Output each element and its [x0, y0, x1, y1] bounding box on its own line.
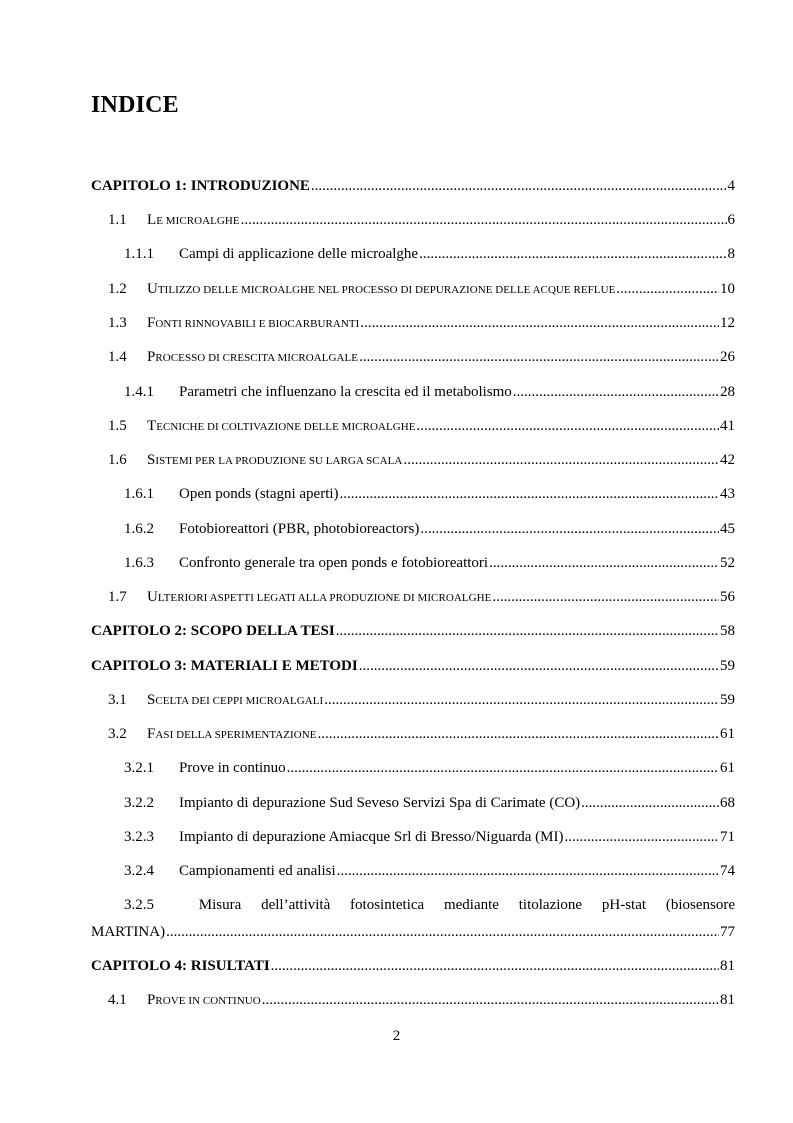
toc-leader-dots [420, 518, 719, 540]
toc-entry-number: 1.7 [108, 589, 127, 605]
toc-entry[interactable] [0, 552, 793, 574]
toc-entry[interactable] [0, 518, 793, 540]
toc-entry[interactable] [0, 586, 793, 608]
toc-entry-text: FONTI RINNOVABILI E BIOCARBURANTI [147, 315, 360, 331]
toc-entry-page: 61 [720, 760, 735, 776]
toc-entry-line [108, 415, 735, 437]
toc-entry-page: 81 [720, 958, 735, 974]
toc-leader-dots [492, 586, 719, 608]
toc-entry-word: Misura [198, 897, 242, 913]
toc-entry-page: 6 [727, 212, 735, 228]
toc-entry-page: 45 [720, 521, 735, 537]
toc-entry-text: Impianto di depurazione Amiacque Srl di Bresso/Niguarda (MI) [179, 829, 564, 845]
toc-entry-text: Confronto generale tra open ponds e fotobioreattori [179, 555, 489, 571]
toc-entry-text: CAPITOLO 1: INTRODUZIONE [91, 178, 310, 194]
toc-chapter[interactable] [0, 620, 793, 642]
toc-leader-dots [513, 381, 719, 403]
toc-entry[interactable] [0, 415, 793, 437]
toc-entry-page: 59 [720, 692, 735, 708]
toc-entry-text: CAPITOLO 3: MATERIALI E METODI [91, 658, 358, 674]
toc-leader-dots [403, 449, 719, 471]
toc-entry[interactable] [0, 723, 793, 745]
toc-entry-page: 71 [720, 829, 735, 845]
toc-entry-line [91, 655, 735, 677]
toc-entry-number: 1.6.2 [124, 521, 154, 537]
toc-entry-line [108, 312, 735, 334]
toc-entry-3-2-5[interactable] [91, 894, 735, 940]
toc-entry-line [91, 620, 735, 642]
toc-entry-line [124, 381, 735, 403]
toc-entry-line [124, 518, 735, 540]
toc-entry-text: SCELTA DEI CEPPI MICROALGALI [147, 692, 324, 708]
toc-entry-page: 28 [720, 384, 735, 400]
toc-leader-dots [340, 483, 719, 505]
toc-entry-number: 1.5 [108, 418, 127, 434]
toc-entry-text: PROCESSO DI CRESCITA MICROALGALE [147, 349, 359, 365]
toc-entry-text: CAPITOLO 4: RISULTATI [91, 958, 270, 974]
toc-entry[interactable] [0, 860, 793, 882]
toc-entry-line [108, 278, 735, 300]
toc-entry-page: 59 [720, 658, 735, 674]
toc-entry-text: TECNICHE DI COLTIVAZIONE DELLE MICROALGHE [147, 418, 416, 434]
toc-leader-dots [271, 955, 719, 977]
toc-entry-page: 41 [720, 418, 735, 434]
toc-leader-dots [337, 860, 719, 882]
toc-entry-word: dell’attività [261, 897, 331, 913]
toc-leader-dots [359, 655, 719, 677]
toc-entry[interactable] [0, 449, 793, 471]
toc-entry-line [91, 175, 735, 197]
toc-chapter[interactable] [0, 175, 793, 197]
toc-entry-number: 3.2.5 [124, 897, 154, 913]
toc-entry-page: 26 [720, 349, 735, 365]
toc-entry-page: 74 [720, 863, 735, 879]
toc-entry-number: 1.3 [108, 315, 127, 331]
toc-entry-number: 1.6.1 [124, 486, 154, 502]
toc-leader-dots [489, 552, 719, 574]
toc-entry[interactable] [0, 312, 793, 334]
toc-entry-number: 3.1 [108, 692, 127, 708]
toc-entry-page: 12 [720, 315, 735, 331]
toc-entry-line [108, 586, 735, 608]
toc-leader-dots [166, 921, 719, 943]
toc-entry-word: fotosintetica [350, 897, 425, 913]
toc-leader-dots [360, 312, 719, 334]
toc-entry-number: 3.2 [108, 726, 127, 742]
toc-entry-text: ULTERIORI ASPETTI LEGATI ALLA PRODUZIONE DI MICROALGHE [147, 589, 492, 605]
toc-entry-page: 61 [720, 726, 735, 742]
toc-entry-text: PROVE IN CONTINUO [147, 992, 261, 1008]
toc-entry-3-2-5-line1 [124, 894, 735, 916]
toc-entry-number: 3.2.4 [124, 863, 154, 879]
toc-entry-page: 4 [727, 178, 735, 194]
toc-leader-dots [318, 723, 720, 745]
toc-entry-number: 1.6 [108, 452, 127, 468]
toc-entry-line [124, 483, 735, 505]
toc-leader-dots [324, 689, 719, 711]
toc-entry-text: LE MICROALGHE [147, 212, 240, 228]
toc-leader-dots [565, 826, 720, 848]
toc-entry-line [124, 792, 735, 814]
toc-entry-line [124, 860, 735, 882]
toc-entry-number: 4.1 [108, 992, 127, 1008]
toc-entry-text: SISTEMI PER LA PRODUZIONE SU LARGA SCALA [147, 452, 403, 468]
toc-entry-text: CAPITOLO 2: SCOPO DELLA TESI [91, 623, 335, 639]
toc-leader-dots [336, 620, 719, 642]
toc-leader-dots [287, 757, 719, 779]
page-number: 2 [392, 1028, 401, 1044]
toc-entry[interactable] [0, 989, 793, 1011]
toc-entry-word: mediante [443, 897, 499, 913]
toc-entry-line [108, 346, 735, 368]
toc-entry-number: 1.4.1 [124, 384, 154, 400]
toc-entry-line [124, 826, 735, 848]
toc-entry-page: 77 [720, 924, 735, 940]
toc-leader-dots [241, 209, 727, 231]
toc-entry-page: 43 [720, 486, 735, 502]
toc-entry-page: 58 [720, 623, 735, 639]
toc-entry-word: (biosensore [665, 897, 735, 913]
toc-entry-text: Prove in continuo [179, 760, 286, 776]
toc-entry[interactable] [0, 243, 793, 265]
toc-entry[interactable] [0, 792, 793, 814]
toc-entry-number: 1.2 [108, 281, 127, 297]
toc-entry-number: 3.2.3 [124, 829, 154, 845]
toc-entry-page: 68 [720, 795, 735, 811]
toc-entry-page: 10 [720, 281, 735, 297]
toc-entry-text: UTILIZZO DELLE MICROALGHE NEL PROCESSO DI DEPURAZIONE DELLE ACQUE REFLUE [147, 281, 616, 297]
toc-entry-line [108, 689, 735, 711]
toc-entry[interactable] [0, 278, 793, 300]
toc-entry-line [108, 209, 735, 231]
toc-chapter[interactable] [0, 655, 793, 677]
toc-chapter[interactable] [0, 955, 793, 977]
index-title: INDICE [91, 92, 179, 118]
toc-entry[interactable] [0, 346, 793, 368]
toc-leader-dots [419, 243, 726, 265]
toc-entry-3-2-5-line2 [91, 921, 735, 943]
toc-entry-text: Parametri che influenzano la crescita ed il metabolismo [179, 384, 512, 400]
toc-entry-text: Open ponds (stagni aperti) [179, 486, 339, 502]
toc-entry-number: 3.2.1 [124, 760, 154, 776]
toc-entry-number: 1.1.1 [124, 246, 154, 262]
toc-entry-number: 1.1 [108, 212, 127, 228]
toc-entry-page: 52 [720, 555, 735, 571]
toc-leader-dots [581, 792, 719, 814]
toc-entry-line [124, 757, 735, 779]
toc-entry-text: Fotobioreattori (PBR, photobioreactors) [179, 521, 420, 537]
toc-entry[interactable] [0, 209, 793, 231]
toc-entry-text: MARTINA) [91, 924, 166, 940]
toc-entry[interactable] [0, 826, 793, 848]
toc-leader-dots [416, 415, 719, 437]
toc-entry-page: 8 [727, 246, 735, 262]
toc-entry-line [124, 552, 735, 574]
toc-entry[interactable] [0, 483, 793, 505]
toc-entry-line [108, 723, 735, 745]
toc-entry-text: Campi di applicazione delle microalghe [179, 246, 419, 262]
toc-leader-dots [616, 278, 719, 300]
toc-entry-page: 56 [720, 589, 735, 605]
toc-entry-number: 3.2.2 [124, 795, 154, 811]
toc-entry[interactable] [0, 757, 793, 779]
toc-entry[interactable] [0, 689, 793, 711]
toc-entry[interactable] [0, 381, 793, 403]
toc-entry-text: Impianto di depurazione Sud Seveso Servizi Spa di Carimate (CO) [179, 795, 581, 811]
toc-entry-word: titolazione [518, 897, 583, 913]
toc-leader-dots [311, 175, 727, 197]
toc-leader-dots [359, 346, 719, 368]
toc-entry-text: Campionamenti ed analisi [179, 863, 336, 879]
toc-entry-page: 42 [720, 452, 735, 468]
toc-entry-number: 1.4 [108, 349, 127, 365]
toc-entry-line [108, 989, 735, 1011]
toc-entry-word: pH-stat [601, 897, 647, 913]
toc-entry-text: FASI DELLA SPERIMENTAZIONE [147, 726, 317, 742]
toc-entry-line [124, 243, 735, 265]
toc-entry-line [91, 955, 735, 977]
toc-entry-number: 1.6.3 [124, 555, 154, 571]
toc-entry-line [108, 449, 735, 471]
toc-leader-dots [262, 989, 719, 1011]
toc-entry-page: 81 [720, 992, 735, 1008]
